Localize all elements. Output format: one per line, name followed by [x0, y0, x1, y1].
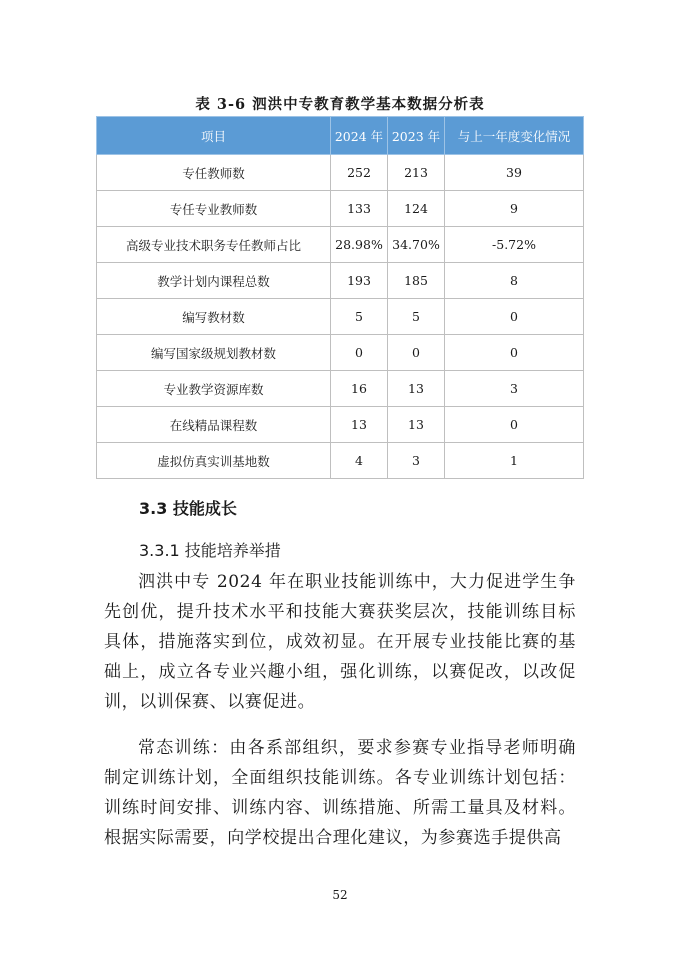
cell-2023: 0 — [388, 335, 445, 371]
cell-item: 高级专业技术职务专任教师占比 — [97, 227, 331, 263]
cell-2024: 4 — [331, 443, 388, 479]
cell-change: 1 — [445, 443, 584, 479]
cell-2023: 13 — [388, 407, 445, 443]
cell-item: 专任教师数 — [97, 155, 331, 191]
cell-2023: 213 — [388, 155, 445, 191]
cell-2024: 13 — [331, 407, 388, 443]
table-row — [97, 371, 584, 407]
cell-change: 0 — [445, 407, 584, 443]
table-row — [97, 191, 584, 227]
table-row — [97, 299, 584, 335]
cell-2024: 193 — [331, 263, 388, 299]
table-row — [97, 407, 584, 443]
cell-2024: 28.98% — [331, 227, 388, 263]
cell-2024: 5 — [331, 299, 388, 335]
table-caption: 表 3-6 泗洪中专教育教学基本数据分析表 — [195, 96, 485, 113]
cell-change: 9 — [445, 191, 584, 227]
cell-item: 虚拟仿真实训基地数 — [97, 443, 331, 479]
cell-2023: 34.70% — [388, 227, 445, 263]
header-2023: 2023 年 — [388, 117, 445, 155]
cell-item: 专业教学资源库数 — [97, 371, 331, 407]
paragraph-2: 常态训练：由各系部组织，要求参赛专业指导老师明确制定训练计划，全面组织技能训练。各专业训练计划包括：训练时间安排、训练内容、训练措施、所需工量具及材料。根据实际需要，向学校提出合理化建议，为参赛选手提供高 — [104, 738, 576, 848]
cell-item: 编写教材数 — [97, 299, 331, 335]
page-number: 52 — [332, 888, 348, 902]
cell-2023: 3 — [388, 443, 445, 479]
cell-2024: 16 — [331, 371, 388, 407]
cell-change: 3 — [445, 371, 584, 407]
section-subheading: 3.3.1 技能培养举措 — [139, 541, 281, 560]
cell-item: 编写国家级规划教材数 — [97, 335, 331, 371]
cell-2023: 124 — [388, 191, 445, 227]
table-row — [97, 335, 584, 371]
section-heading: 3.3 技能成长 — [139, 499, 237, 518]
cell-2023: 13 — [388, 371, 445, 407]
cell-change: 0 — [445, 335, 584, 371]
cell-change: 8 — [445, 263, 584, 299]
cell-item: 教学计划内课程总数 — [97, 263, 331, 299]
header-change: 与上一年度变化情况 — [445, 117, 584, 155]
data-table — [96, 116, 584, 479]
cell-2023: 5 — [388, 299, 445, 335]
cell-2024: 0 — [331, 335, 388, 371]
paragraph-1: 泗洪中专 2024 年在职业技能训练中，大力促进学生争先创优，提升技术水平和技能大赛获奖层次，技能训练目标具体，措施落实到位，成效初显。在开展专业技能比赛的基础上，成立各专业兴趣小组，强化训练，以赛促改，以改促训，以训保赛、以赛促进。 — [104, 572, 576, 712]
table-row — [97, 227, 584, 263]
table-row — [97, 155, 584, 191]
cell-change: 39 — [445, 155, 584, 191]
cell-item: 在线精品课程数 — [97, 407, 331, 443]
table-header-row — [97, 117, 584, 155]
cell-item: 专任专业教师数 — [97, 191, 331, 227]
cell-2023: 185 — [388, 263, 445, 299]
cell-change: 0 — [445, 299, 584, 335]
cell-change: -5.72% — [445, 227, 584, 263]
table-row — [97, 443, 584, 479]
table-row — [97, 263, 584, 299]
cell-2024: 133 — [331, 191, 388, 227]
cell-2024: 252 — [331, 155, 388, 191]
header-2024: 2024 年 — [331, 117, 388, 155]
header-item: 项目 — [97, 117, 331, 155]
